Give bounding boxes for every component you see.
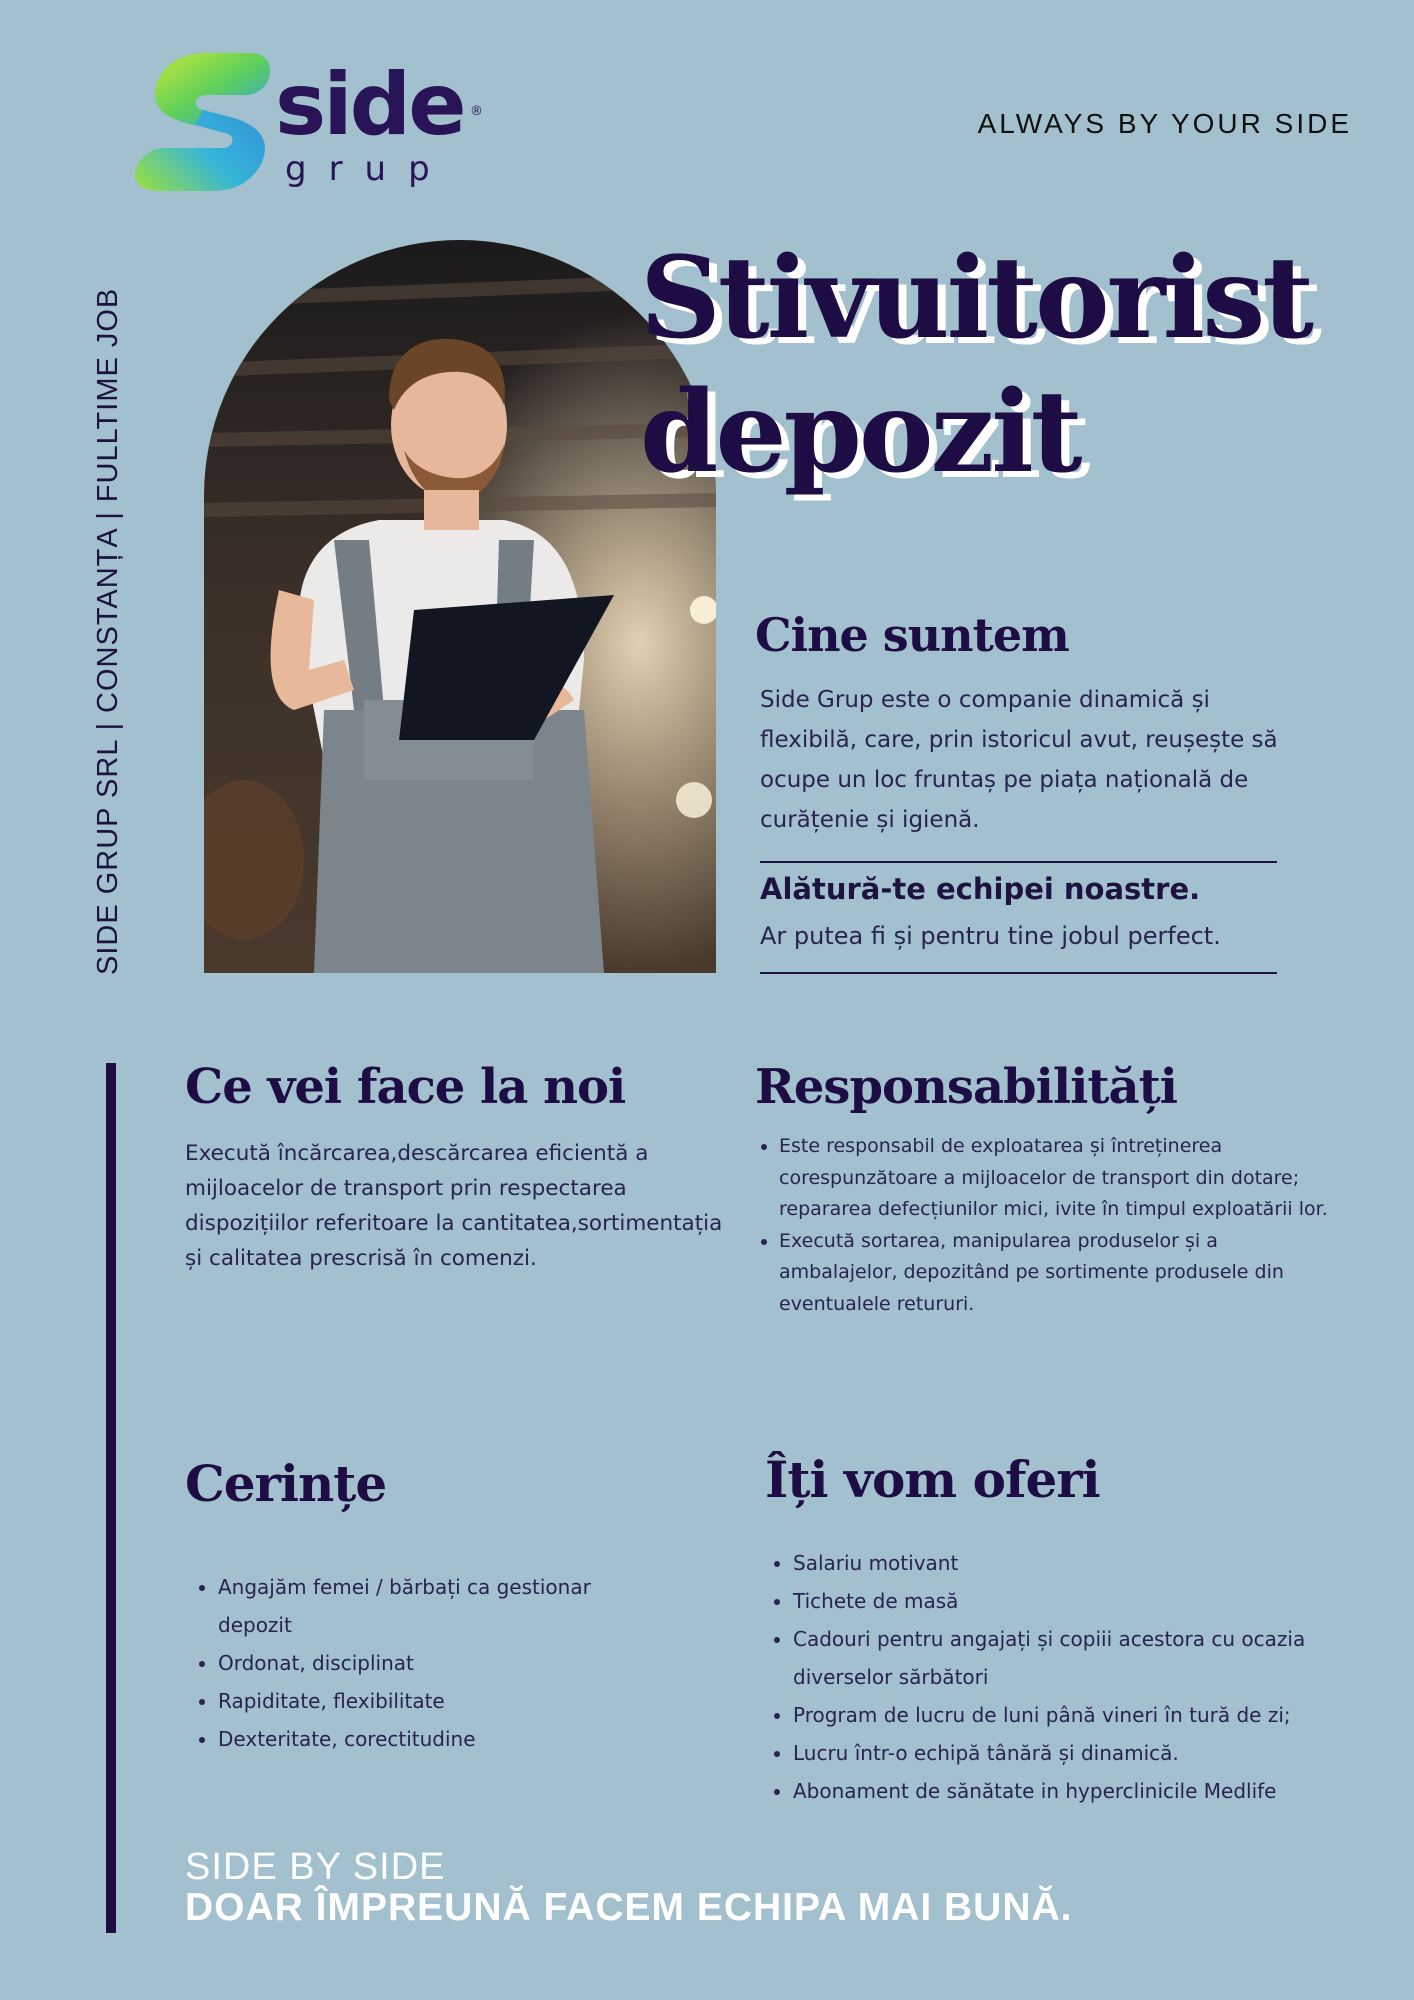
list-item: • Abonament de sănătate in hyperclinicile Medlife <box>793 1772 1353 1810</box>
list-item: • Rapiditate, flexibilitate <box>218 1682 638 1720</box>
list-item: • Execută sortarea, manipularea produselor și a ambalajelor, depozitând pe sortimente produsele din eventualele retururi. <box>779 1226 1339 1321</box>
list-item: • Cadouri pentru angajați și copiii acestora cu ocazia diverselor sărbători <box>793 1620 1353 1696</box>
job-title-line2: depozit <box>640 367 1080 498</box>
list-item: • Dexteritate, corectitudine <box>218 1720 638 1758</box>
list-item: • Angajăm femei / bărbați ca gestionar depozit <box>218 1568 638 1644</box>
offers-list <box>765 1544 1353 1810</box>
logo-wordmark: side <box>275 55 464 155</box>
duties-text: Execută încărcarea,descărcarea eficientă a mijloacelor de transport prin respectarea dispozițiilor referitoare la cantitatea,sortimentația și calitatea prescrisă în comenzi. <box>185 1141 723 1271</box>
tagline: ALWAYS BY YOUR SIDE <box>977 108 1352 139</box>
about-heading: Cine suntem <box>755 608 1069 662</box>
vertical-side-text: SIDE GRUP SRL | CONSTANȚA | FULLTIME JOB <box>92 287 124 975</box>
accent-bar <box>106 1063 116 1933</box>
responsibilities-heading: Responsabilități <box>755 1059 1177 1115</box>
list-item: • Este responsabil de exploatarea și întreținerea corespunzătoare a mijloacelor de transport din dotare; repararea defecțiunilor mici, ivite în timpul exploatării lor. <box>779 1131 1339 1226</box>
duties-heading: Ce vei face la noi <box>185 1059 626 1115</box>
divider <box>760 972 1277 974</box>
about-text: Side Grup este o companie dinamică și flexibilă, care, prin istoricul avut, reușește să ocupe un loc fruntaș pe piața națională de curățenie și igienă. <box>760 687 1278 833</box>
responsibilities-list <box>755 1131 1339 1320</box>
job-title-line1: Stivuitorist <box>640 233 1311 364</box>
divider <box>760 861 1277 863</box>
offers-heading: Îți vom oferi <box>765 1450 1100 1509</box>
logo-registered-mark: ® <box>470 104 483 119</box>
join-heading: Alătură-te echipei noastre. <box>760 872 1201 906</box>
job-title <box>640 232 1311 500</box>
list-item: • Tichete de masă <box>793 1582 1353 1620</box>
logo-subtitle: grup <box>285 149 452 189</box>
list-item: • Program de lucru de luni până vineri în tură de zi; <box>793 1696 1353 1734</box>
requirements-list <box>185 1568 638 1758</box>
join-text: Ar putea fi și pentru tine jobul perfect. <box>760 922 1221 950</box>
list-item: • Salariu motivant <box>793 1544 1353 1582</box>
footer-slogan: SIDE BY SIDE <box>185 1846 446 1888</box>
requirements-heading: Cerințe <box>185 1454 387 1513</box>
footer-tagline: DOAR ÎMPREUNĂ FACEM ECHIPA MAI BUNĂ. <box>185 1886 1073 1929</box>
list-item: • Ordonat, disciplinat <box>218 1644 638 1682</box>
list-item: • Lucru într-o echipă tânără și dinamică. <box>793 1734 1353 1772</box>
